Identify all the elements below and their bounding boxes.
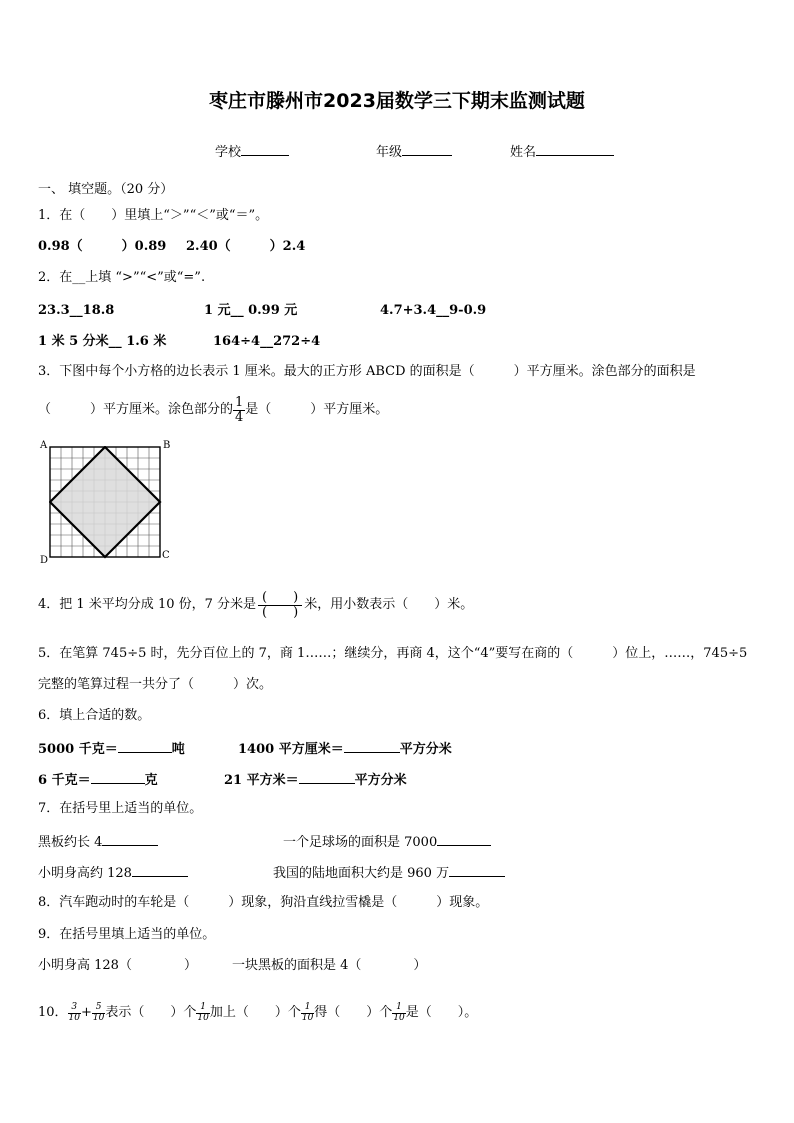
question-9: 9．在括号里填上适当的单位。	[38, 927, 216, 942]
q10-text-3: 得（ ）个	[314, 1005, 393, 1020]
q10-fraction-5-10	[92, 1003, 105, 1023]
q7-d-text: 我国的陆地面积大约是 960 万	[273, 866, 450, 881]
f5-denominator: 10	[393, 1012, 405, 1023]
q6-d-pre: 21 平方米＝	[224, 773, 299, 788]
fraction-denominator: 4	[235, 409, 244, 425]
plus-sign: +	[81, 1005, 92, 1020]
q10-text-2: 加上（ ）个	[209, 1005, 301, 1020]
label-a: A	[40, 440, 48, 451]
f4-denominator: 10	[301, 1012, 314, 1023]
q6-c-post: 克	[144, 773, 158, 788]
q10-fraction-1-10-a	[196, 1003, 209, 1023]
question-5-line1: 5．在笔算 745÷5 时，先分百位上的 7，商 1……；继续分，再商 4，这个“4”要写在商的（ ）位上，……，745÷5	[38, 646, 748, 661]
q2-item-d: 1 米 5 分米__ 1.6 米	[38, 334, 167, 349]
q7-c-text: 小明身高约 128	[38, 866, 132, 881]
q6-a-post: 吨	[171, 742, 185, 757]
question-3-line2	[38, 392, 388, 428]
q6-b-pre: 1400 平方厘米＝	[238, 742, 344, 757]
f5-numerator: 1	[392, 1003, 405, 1013]
q3-line2-b: 是（ ）平方厘米。	[245, 402, 389, 417]
question-1: 1．在（ ）里填上“＞”“＜”或“＝”。	[38, 208, 269, 223]
q7-a-text: 黑板约长 4	[38, 835, 103, 850]
q10-text-1: 表示（ ）个	[105, 1005, 197, 1020]
q7-item-c	[38, 863, 188, 882]
q7-item-a	[38, 832, 158, 851]
f3-numerator: 1	[196, 1003, 209, 1013]
q7-b-blank[interactable]	[437, 832, 491, 846]
page-title: 枣庄市滕州市2023届数学三下期末监测试题	[209, 90, 585, 112]
fraction-numerator: 1	[235, 394, 244, 410]
question-2: 2．在__上填 “>”“<”或“=”.	[38, 270, 206, 285]
label-c: C	[162, 550, 170, 561]
question-3-line1: 3．下图中每个小方格的边长表示 1 厘米。最大的正方形 ABCD 的面积是（ ）平方厘米。涂色部分的面积是	[38, 364, 696, 379]
q4-pre: 4．把 1 米平均分成 10 份，7 分米是	[38, 597, 257, 612]
name-label: 姓名	[510, 145, 537, 160]
q6-c-blank[interactable]	[91, 770, 145, 784]
q2-item-c: 4.7+3.4__9-0.9	[380, 303, 487, 318]
f1-denominator: 10	[68, 1012, 80, 1023]
q6-c-pre: 6 千克＝	[38, 773, 91, 788]
f2-numerator: 5	[92, 1003, 105, 1013]
q2-item-e: 164÷4__272÷4	[213, 334, 321, 349]
one-quarter-fraction	[233, 396, 245, 424]
q7-a-blank[interactable]	[102, 832, 158, 846]
q4-numerator-blank[interactable]: ( )	[258, 591, 302, 606]
school-label: 学校	[215, 145, 242, 160]
q6-b-post: 平方分米	[399, 742, 452, 757]
question-10	[38, 998, 477, 1028]
question-8: 8．汽车跑动时的车轮是（ ）现象，狗沿直线拉雪橇是（ ）现象。	[38, 895, 489, 910]
q3-line2-a: （ ）平方厘米。涂色部分的	[38, 402, 234, 417]
section-heading: 一、 填空题。（20 分）	[38, 182, 174, 197]
q10-text-4: 是（ ）。	[405, 1005, 478, 1020]
q1-item-a: 0.98（ ）0.89	[38, 239, 167, 254]
q6-item-a	[38, 739, 185, 758]
label-b: B	[163, 440, 171, 451]
q9-item-a: 小明身高 128（ ）	[38, 958, 197, 973]
q7-item-d	[273, 863, 505, 882]
shaded-square	[50, 447, 160, 557]
f3-denominator: 10	[197, 1012, 209, 1023]
q6-a-pre: 5000 千克＝	[38, 742, 118, 757]
q6-item-b	[238, 739, 452, 758]
q6-d-post: 平方分米	[354, 773, 407, 788]
q6-b-blank[interactable]	[344, 739, 400, 753]
q10-fraction-1-10-c	[392, 1003, 405, 1023]
q4-fraction[interactable]	[258, 591, 302, 619]
q7-d-blank[interactable]	[449, 863, 505, 877]
grade-field[interactable]	[376, 142, 452, 161]
q1-item-b: 2.40（ ）2.4	[186, 239, 306, 254]
q7-item-b	[283, 832, 491, 851]
name-field[interactable]	[510, 142, 614, 161]
label-d: D	[40, 555, 49, 566]
q10-number: 10．	[38, 1005, 68, 1020]
q7-c-blank[interactable]	[132, 863, 188, 877]
q6-d-blank[interactable]	[299, 770, 355, 784]
q10-fraction-1-10-b	[301, 1003, 314, 1023]
question-7: 7．在括号里上适当的单位。	[38, 801, 203, 816]
q6-item-d	[224, 770, 407, 789]
q6-a-blank[interactable]	[118, 739, 172, 753]
q4-post: 米，用小数表示（ ）米。	[304, 597, 474, 612]
q6-item-c	[38, 770, 158, 789]
question-5-line2: 完整的笔算过程一共分了（ ）次。	[38, 677, 273, 692]
f4-numerator: 1	[301, 1003, 314, 1013]
q2-item-a: 23.3__18.8	[38, 303, 115, 318]
question-6: 6．填上合适的数。	[38, 708, 151, 723]
q4-denominator-blank[interactable]: ( )	[262, 604, 299, 620]
f1-numerator: 3	[68, 1003, 81, 1013]
q10-fraction-3-10	[68, 1003, 81, 1023]
q2-item-b: 1 元__ 0.99 元	[204, 303, 298, 318]
grade-label: 年级	[376, 145, 403, 160]
q7-b-text: 一个足球场的面积是 7000	[283, 835, 438, 850]
square-grid-figure	[49, 446, 162, 559]
school-field[interactable]	[215, 142, 289, 161]
q9-item-b: 一块黑板的面积是 4（ ）	[232, 958, 427, 973]
question-4	[38, 585, 473, 625]
f2-denominator: 10	[92, 1012, 105, 1023]
